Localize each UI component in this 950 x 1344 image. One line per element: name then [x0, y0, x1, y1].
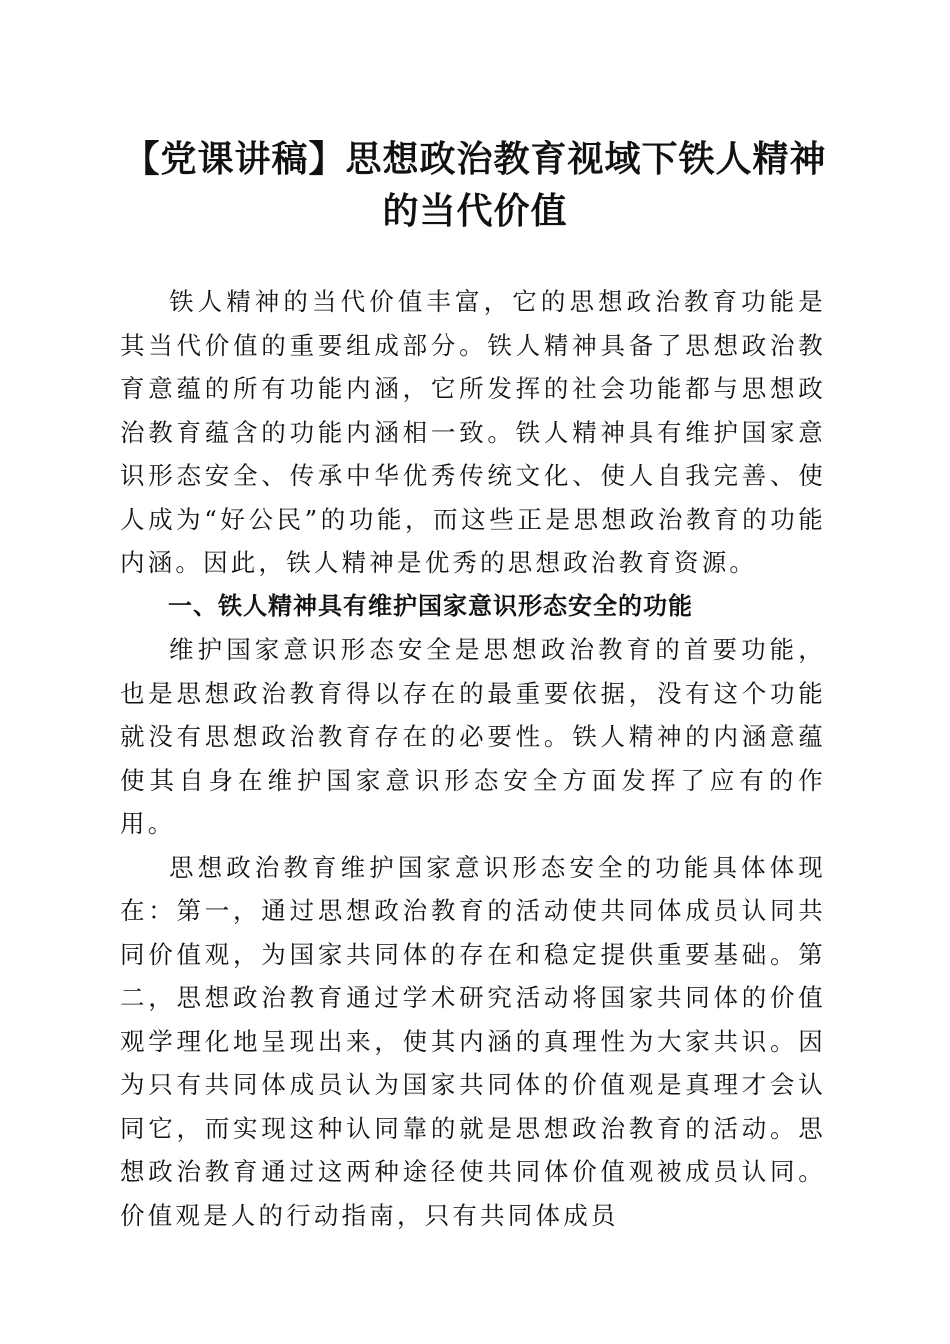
section-paragraph-2: 思想政治教育维护国家意识形态安全的功能具体体现在：第一，通过思想政治教育的活动使共同体成员认同共同价值观，为国家共同体的存在和稳定提供重要基础。第二，思想政治教育通过学术研究活动将国家共同体的价值观学理化地呈现出来，使其内涵的真理性为大家共识。因为只有共同体成员认为国家共同体的价值观是真理才会认同它，而实现这种认同靠的就是思想政治教育的活动。思想政治教育通过这两种途径使共同体价值观被成员认同。价值观是人的行动指南，只有共同体成员 [120, 852, 826, 1230]
section-heading: 一、铁人精神具有维护国家意识形态安全的功能 [168, 591, 693, 620]
document-body [120, 280, 826, 1237]
document-title: 【党课讲稿】思想政治教育视域下铁人精神的当代价值 [123, 139, 827, 232]
intro-paragraph: 铁人精神的当代价值丰富，它的思想政治教育功能是其当代价值的重要组成部分。铁人精神具备了思想政治教育意蕴的所有功能内涵，它所发挥的社会功能都与思想政治教育蕴含的功能内涵相一致。铁人精神具有维护国家意识形态安全、传承中华优秀传统文化、使人自我完善、使人成为“好公民”的功能，而这些正是思想政治教育的功能内涵。因此，铁人精神是优秀的思想政治教育资源。 [120, 287, 826, 577]
section-paragraph-1: 维护国家意识形态安全是思想政治教育的首要功能，也是思想政治教育得以存在的最重要依据，没有这个功能就没有思想政治教育存在的必要性。铁人精神的内涵意蕴使其自身在维护国家意识形态安全方面发挥了应有的作用。 [120, 635, 826, 838]
